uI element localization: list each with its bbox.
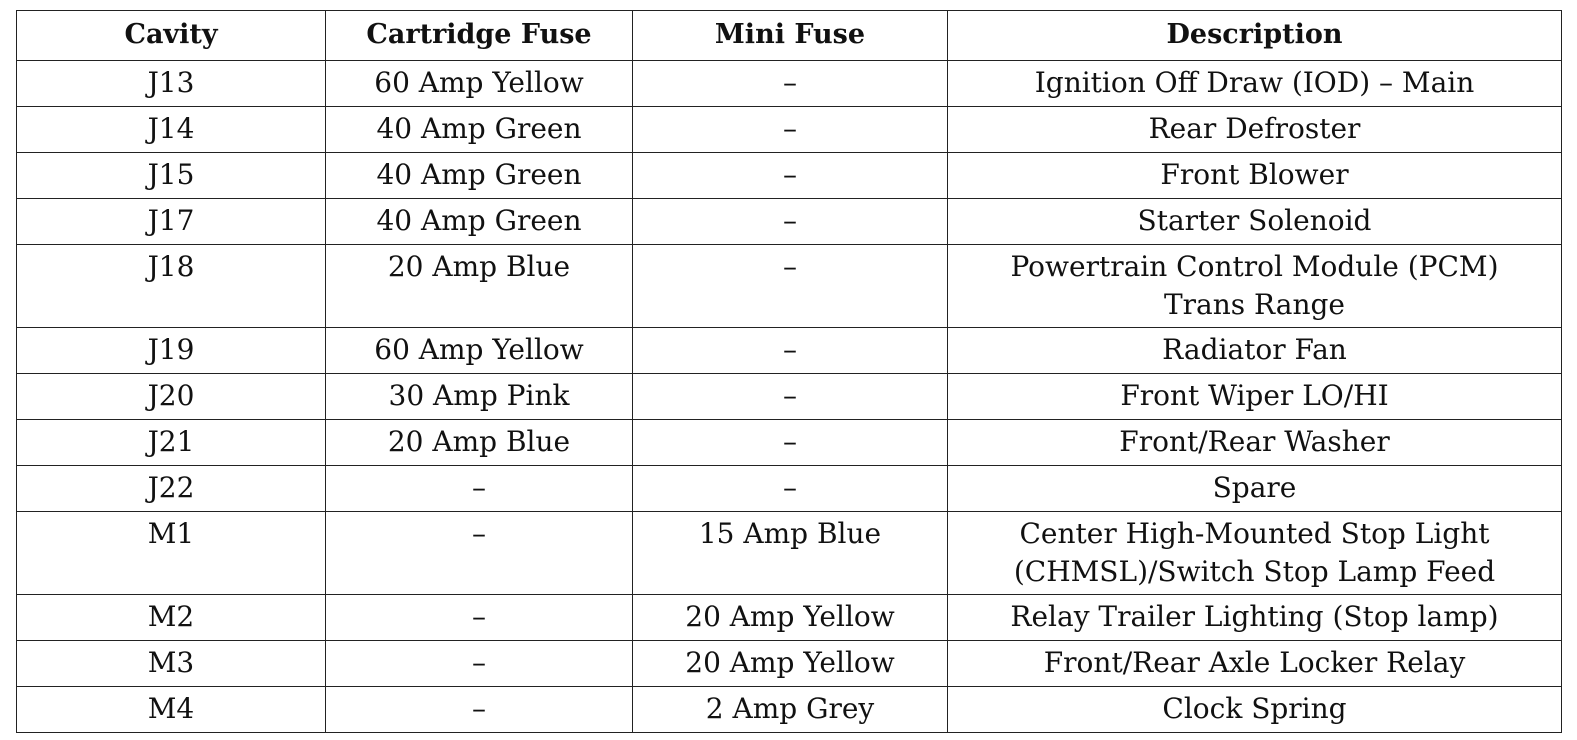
fuse-table	[16, 10, 1562, 733]
cell-mini-fuse: 20 Amp Yellow	[633, 641, 948, 687]
description-line: Relay Trailer Lighting (Stop lamp)	[1010, 600, 1499, 633]
description-line: Front/Rear Axle Locker Relay	[1043, 646, 1466, 679]
description-line: Trans Range	[1163, 288, 1345, 321]
table-row	[17, 245, 1562, 328]
table-row	[17, 107, 1562, 153]
cell-cavity: J19	[17, 328, 326, 374]
header-cartridge-fuse: Cartridge Fuse	[326, 11, 633, 61]
table-row	[17, 374, 1562, 420]
cell-cartridge-fuse: 60 Amp Yellow	[326, 328, 633, 374]
cell-description	[948, 466, 1562, 512]
table-row	[17, 61, 1562, 107]
cell-cavity: J22	[17, 466, 326, 512]
description-line: Center High-Mounted Stop Light	[1019, 517, 1490, 550]
cell-cartridge-fuse: 20 Amp Blue	[326, 420, 633, 466]
description-line: Starter Solenoid	[1137, 204, 1372, 237]
table-row	[17, 420, 1562, 466]
cell-cavity: J13	[17, 61, 326, 107]
cell-mini-fuse: –	[633, 153, 948, 199]
table-row	[17, 153, 1562, 199]
table-row	[17, 466, 1562, 512]
cell-cartridge-fuse: –	[326, 641, 633, 687]
cell-cavity: J18	[17, 245, 326, 328]
table-row	[17, 199, 1562, 245]
description-line: Rear Defroster	[1148, 112, 1361, 145]
description-line: Powertrain Control Module (PCM)	[1010, 250, 1499, 283]
cell-mini-fuse: 15 Amp Blue	[633, 512, 948, 595]
cell-cartridge-fuse: 60 Amp Yellow	[326, 61, 633, 107]
cell-mini-fuse: –	[633, 328, 948, 374]
cell-description	[948, 199, 1562, 245]
table-row	[17, 641, 1562, 687]
cell-cartridge-fuse: 20 Amp Blue	[326, 245, 633, 328]
table-row	[17, 328, 1562, 374]
cell-description	[948, 61, 1562, 107]
header-row	[17, 11, 1562, 61]
header-mini-fuse: Mini Fuse	[633, 11, 948, 61]
cell-cavity: J14	[17, 107, 326, 153]
cell-cavity: J15	[17, 153, 326, 199]
cell-mini-fuse: –	[633, 61, 948, 107]
table-body	[17, 61, 1562, 733]
description-line: (CHMSL)/Switch Stop Lamp Feed	[1013, 555, 1496, 588]
description-line: Front Wiper LO/HI	[1120, 379, 1389, 412]
cell-mini-fuse: –	[633, 374, 948, 420]
cell-mini-fuse: –	[633, 107, 948, 153]
cell-cartridge-fuse: 40 Amp Green	[326, 199, 633, 245]
cell-mini-fuse: –	[633, 199, 948, 245]
cell-description	[948, 687, 1562, 733]
cell-description	[948, 512, 1562, 595]
cell-cartridge-fuse: –	[326, 466, 633, 512]
table-row	[17, 687, 1562, 733]
cell-description	[948, 328, 1562, 374]
cell-cavity: M3	[17, 641, 326, 687]
cell-description	[948, 420, 1562, 466]
cell-description	[948, 374, 1562, 420]
header-cavity: Cavity	[17, 11, 326, 61]
description-line: Ignition Off Draw (IOD) – Main	[1034, 66, 1475, 99]
cell-cavity: J17	[17, 199, 326, 245]
cell-cavity: M2	[17, 595, 326, 641]
fuse-table-container	[16, 10, 1561, 733]
cell-description	[948, 245, 1562, 328]
cell-cavity: J21	[17, 420, 326, 466]
cell-cartridge-fuse: –	[326, 687, 633, 733]
description-line: Clock Spring	[1162, 692, 1347, 725]
cell-cartridge-fuse: –	[326, 512, 633, 595]
cell-mini-fuse: –	[633, 466, 948, 512]
cell-description	[948, 153, 1562, 199]
description-line: Spare	[1212, 471, 1297, 504]
table-header	[17, 11, 1562, 61]
cell-mini-fuse: –	[633, 245, 948, 328]
cell-description	[948, 595, 1562, 641]
table-row	[17, 595, 1562, 641]
cell-cartridge-fuse: –	[326, 595, 633, 641]
description-line: Front Blower	[1160, 158, 1349, 191]
cell-cavity: M4	[17, 687, 326, 733]
cell-cartridge-fuse: 30 Amp Pink	[326, 374, 633, 420]
cell-cavity: M1	[17, 512, 326, 595]
cell-description	[948, 107, 1562, 153]
description-line: Front/Rear Washer	[1119, 425, 1390, 458]
cell-cavity: J20	[17, 374, 326, 420]
cell-mini-fuse: 20 Amp Yellow	[633, 595, 948, 641]
table-row	[17, 512, 1562, 595]
cell-cartridge-fuse: 40 Amp Green	[326, 153, 633, 199]
cell-mini-fuse: –	[633, 420, 948, 466]
header-description: Description	[948, 11, 1562, 61]
description-line: Radiator Fan	[1162, 333, 1347, 366]
cell-description	[948, 641, 1562, 687]
cell-cartridge-fuse: 40 Amp Green	[326, 107, 633, 153]
cell-mini-fuse: 2 Amp Grey	[633, 687, 948, 733]
